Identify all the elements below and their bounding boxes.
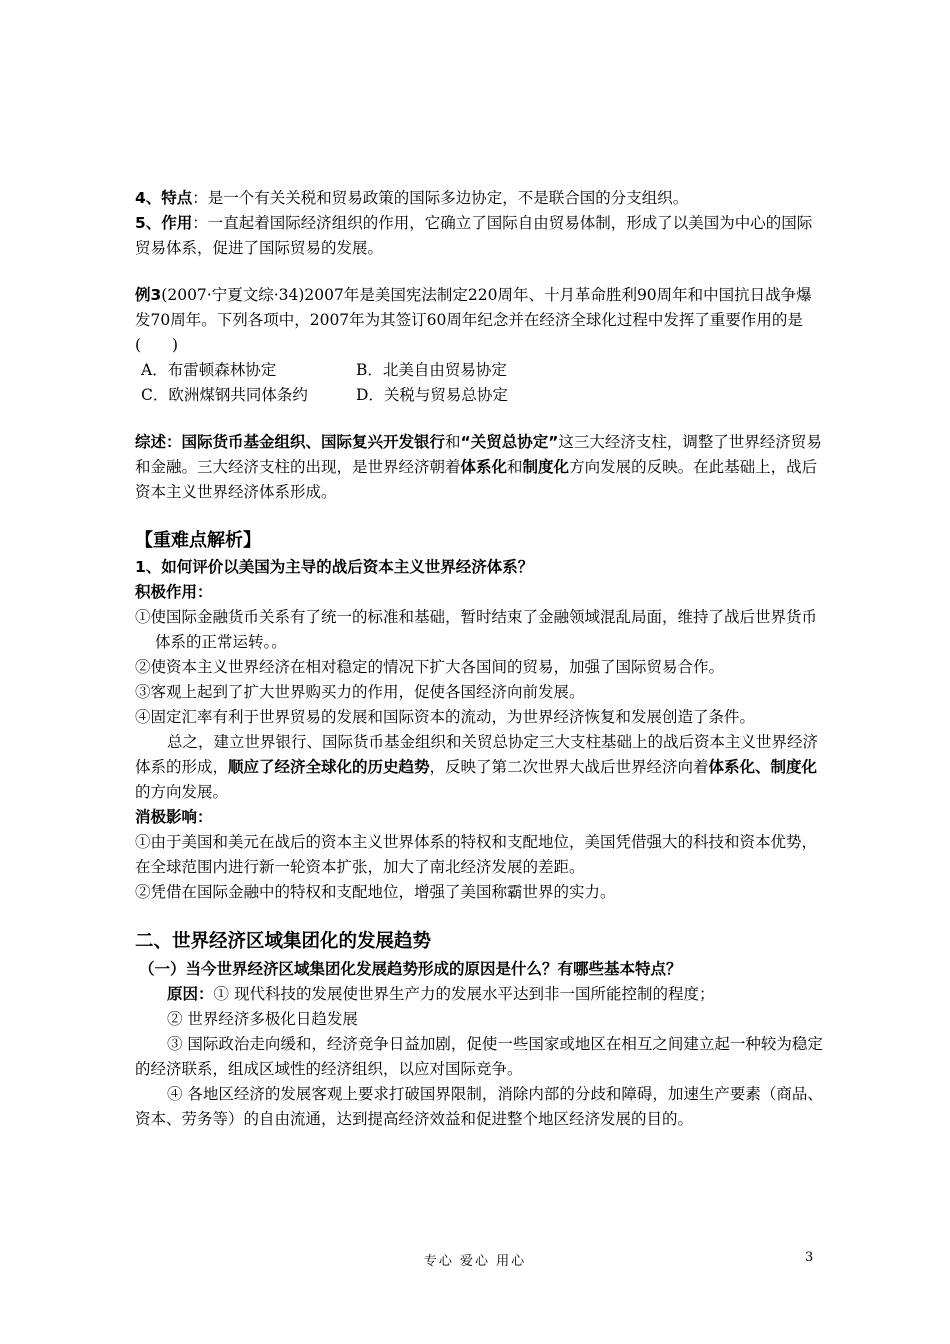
negative-label: 消极影响： — [135, 808, 213, 826]
conclusion-bold-2: 体系化、制度化 — [708, 758, 818, 776]
reason-1 — [135, 982, 825, 1007]
conclusion-text-1: 总之，建立世界银行、国际货币基金组织和关贸总协定三大支柱基础上的战后资本主义世界经济体系的形成， — [135, 733, 819, 776]
summary-label: 综述：国际货币基金组织、国际复兴开发银行 — [135, 433, 446, 451]
summary-bold-2: 制度化 — [522, 458, 570, 476]
reason-4: ④ 各地区经济的发展客观上要求打破国界限制，消除内部的分歧和障碍，加速生产要素（商品、资本、劳务等）的自由流通，达到提高经济效益和促进整个地区经济发展的目的。 — [135, 1085, 823, 1128]
item-5-text: ：一直起着国际经济组织的作用，它确立了国际自由贸易体制，形成了以美国为中心的国际贸易体系，促进了国际贸易的发展。 — [135, 214, 813, 257]
item-5-label: 5、作用 — [135, 214, 193, 232]
analysis-title: 【重难点解析】 — [135, 530, 261, 551]
reason-label: 原因： — [167, 985, 214, 1003]
footer-motto: 专心 爱心 用心 — [423, 1254, 527, 1269]
option-c: C．欧洲煤钢共同体条约 — [141, 386, 308, 404]
example-question — [135, 283, 825, 358]
option-d: D．关税与贸易总协定 — [356, 386, 508, 404]
summary-and-2: 和 — [507, 458, 523, 476]
negative-item-2: ②凭借在国际金融中的特权和支配地位，增强了美国称霸世界的实力。 — [135, 883, 616, 901]
summary-text-2: 方向发展的反映。在此基础上，战后资本主义世界经济体系形成。 — [135, 458, 818, 501]
summary — [135, 430, 825, 505]
option-b: B．北美自由贸易协定 — [356, 361, 507, 379]
conclusion — [135, 730, 825, 805]
item-4-label: 4、特点 — [135, 189, 193, 207]
item-4 — [135, 186, 825, 211]
example-text: (2007·宁夏文综·34)2007年是美国宪法制定220周年、十月革命胜利90周年和中国抗日战争爆发70周年。下列各项中，2007年为其签订60周年纪念并在经济全球化过程中发挥了重要作用的是( ) — [135, 286, 812, 354]
reason-2: ② 世界经济多极化日趋发展 — [167, 1010, 358, 1028]
positive-item-1: ①使国际金融货币关系有了统一的标准和基础，暂时结束了金融领域混乱局面，维持了战后世界货币体系的正常运转。。 — [135, 608, 818, 651]
page-content — [135, 186, 825, 1132]
section-2-question: （一）当今世界经济区域集团化发展趋势形成的原因是什么？有哪些基本特点？ — [139, 960, 682, 978]
positive-item-4: ④固定汇率有利于世界贸易的发展和国际资本的流动，为世界经济恢复和发展创造了条件。 — [135, 708, 756, 726]
positive-item-3: ③客观上起到了扩大世界购买力的作用，促使各国经济向前发展。 — [135, 683, 585, 701]
summary-and: 和 — [445, 433, 461, 451]
reason-1-text: ① 现代科技的发展使世界生产力的发展水平达到非一国所能控制的程度； — [213, 985, 715, 1003]
example-label: 例3 — [135, 286, 162, 304]
summary-bold-1: 体系化 — [460, 458, 508, 476]
item-5 — [135, 211, 825, 261]
item-4-text: ：是一个有关关税和贸易政策的国际多边协定，不是联合国的分支组织。 — [192, 189, 689, 207]
reason-3: ③ 国际政治走向缓和，经济竞争日益加剧，促使一些国家或地区在相互之间建立起一种较为稳定的经济联系，组成区域性的经济组织，以应对国际竞争。 — [135, 1035, 823, 1078]
analysis-question-1: 1、如何评价以美国为主导的战后资本主义世界经济体系？ — [135, 558, 534, 576]
section-2-title: 二、世界经济区域集团化的发展趋势 — [135, 931, 432, 952]
summary-gatt: “关贸总协定” — [460, 433, 559, 451]
positive-label: 积极作用： — [135, 583, 213, 601]
summary-text-1: 这三大经济支柱，调整了世界经济贸易和金融。三大经济支柱的出现，是世界经济朝着 — [135, 433, 822, 476]
negative-item-1: ①由于美国和美元在战后的资本主义世界体系的特权和支配地位，美国凭借强大的科技和资本优势，在全球范围内进行新一轮资本扩张，加大了南北经济发展的差距。 — [135, 833, 818, 876]
example-options — [135, 358, 825, 408]
positive-item-2: ②使资本主义世界经济在相对稳定的情况下扩大各国间的贸易，加强了国际贸易合作。 — [135, 658, 725, 676]
page-number: 3 — [805, 1250, 814, 1265]
conclusion-bold-1: 顺应了经济全球化的历史趋势 — [228, 758, 430, 776]
conclusion-text-2: ，反映了第二次世界大战后世界经济向着 — [429, 758, 709, 776]
option-a: A．布雷顿森林协定 — [141, 361, 277, 379]
conclusion-text-3: 的方向发展。 — [135, 783, 229, 801]
